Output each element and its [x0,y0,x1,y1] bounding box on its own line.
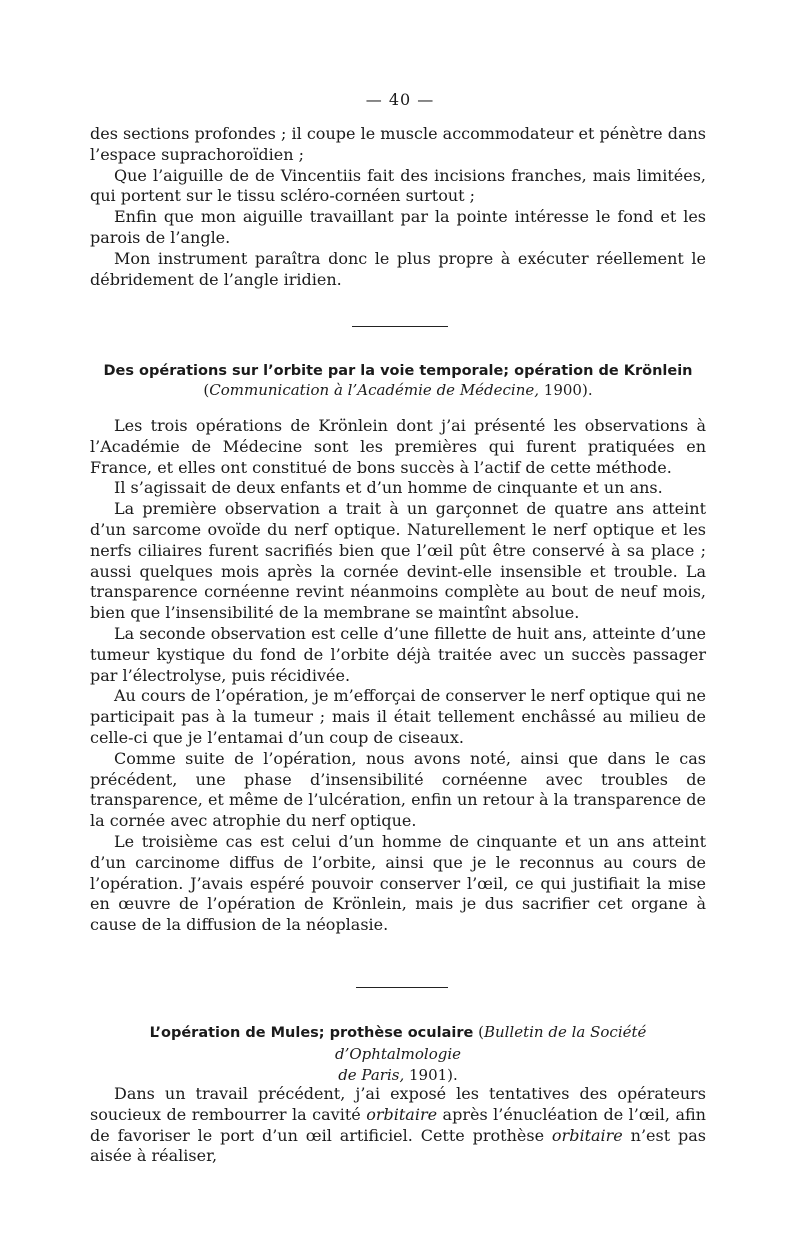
paragraph: Mon instrument paraîtra donc le plus propre à exécuter réellement le débridement de l’angle iridien. [90,248,706,289]
paragraph: Dans un travail précédent, j’ai exposé les tentatives des opérateurs soucieux de rembourrer la cavité orbitaire après l’énucléation de l’œil, afin de favoriser le port d’un œil artificiel. Cette prothèse orbitaire n’est pas aisée à réaliser, [90,1084,707,1166]
source-year: 1900). [539,381,593,399]
paragraph: des sections profondes ; il coupe le muscle accommodateur et pénètre dans l’espace suprachoroïdien ; [90,124,706,164]
section-title-block: L’opération de Mules; prothèse oculaire (Bulletin de la Société d’Ophtalmologie de Paris, 1901). [149,1023,647,1084]
source-journal: Bulletin de la Société d’Ophtalmologie [334,1023,647,1063]
section-divider [356,987,448,988]
section-title: Des opérations sur l’orbite par la voie temporale; opération de Krönlein [103,363,693,379]
paragraph: Le troisième cas est celui d’un homme de cinquante et un ans atteint d’un carcinome diffus de l’orbite, ainsi que je le reconnus au cours de l’opération. J’avais espéré pouvoir conserver l’œil, ce qui justifiait la mise en œuvre de l’opération de Krönlein, mais je dus sacrifier cet organe à cause de la diffusion de la néoplasie. [90,831,706,935]
paragraph: Il s’agissait de deux enfants et d’un homme de cinquante et un ans. [114,478,663,498]
page-number: — 40 — [365,90,435,109]
paragraph: Comme suite de l’opération, nous avons noté, ainsi que dans le cas précédent, une phase d’insensibilité cornéenne avec troubles de transparence, et même de l’ulcération, enfin un retour à la transparence de la cornée avec atrophie du nerf optique. [90,748,706,831]
section-continuation [90,124,706,290]
paragraph: Les trois opérations de Krönlein dont j’ai présenté les observations à l’Académie de Médecine sont les premières qui furent pratiquées en France, et elles ont constitué de bons succès à l’actif de cette méthode. [90,416,706,477]
section-source: (Communication à l’Académie de Médecine, 1900). [203,381,593,399]
section-body [90,1084,706,1167]
section-body [90,416,706,936]
paragraph: La seconde observation est celle d’une fillette de huit ans, atteinte d’une tumeur kystique du fond de l’orbite déjà traitée avec un succès passager par l’électrolyse, puis récidivée. [90,623,706,685]
paragraph: Que l’aiguille de de Vincentiis fait des incisions franches, mais limitées, qui portent sur le tissu scléro-cornéen surtout ; [90,165,706,206]
paragraph: Enfin que mon aiguille travaillant par la pointe intéresse le fond et les parois de l’angle. [90,207,706,247]
paragraph: Au cours de l’opération, je m’efforçai de conserver le nerf optique qui ne participait pas à la tumeur ; mais il était tellement enchâssé au milieu de celle-ci que je l’entamai d’un coup de ciseaux. [90,686,706,747]
section-divider [352,326,448,327]
source-city: de Paris, [338,1066,405,1084]
paragraph: La première observation a trait à un garçonnet de quatre ans atteint d’un sarcome ovoïde du nerf optique. Naturellement le nerf optique et les nerfs ciliaires furent sacrifiés bien que l’œil pût être conservé à sa place ; aussi quelques mois après la cornée devint-elle insensible et trouble. La transparence cornéenne revint néanmoins complète au bout de neuf mois, bien que l’insensibilité de la membrane se maintînt absolue. [90,499,706,623]
section-title: L’opération de Mules; prothèse oculaire [149,1025,474,1041]
source-journal: Communication à l’Académie de Médecine, [209,381,540,399]
source-year: 1901). [404,1066,458,1084]
